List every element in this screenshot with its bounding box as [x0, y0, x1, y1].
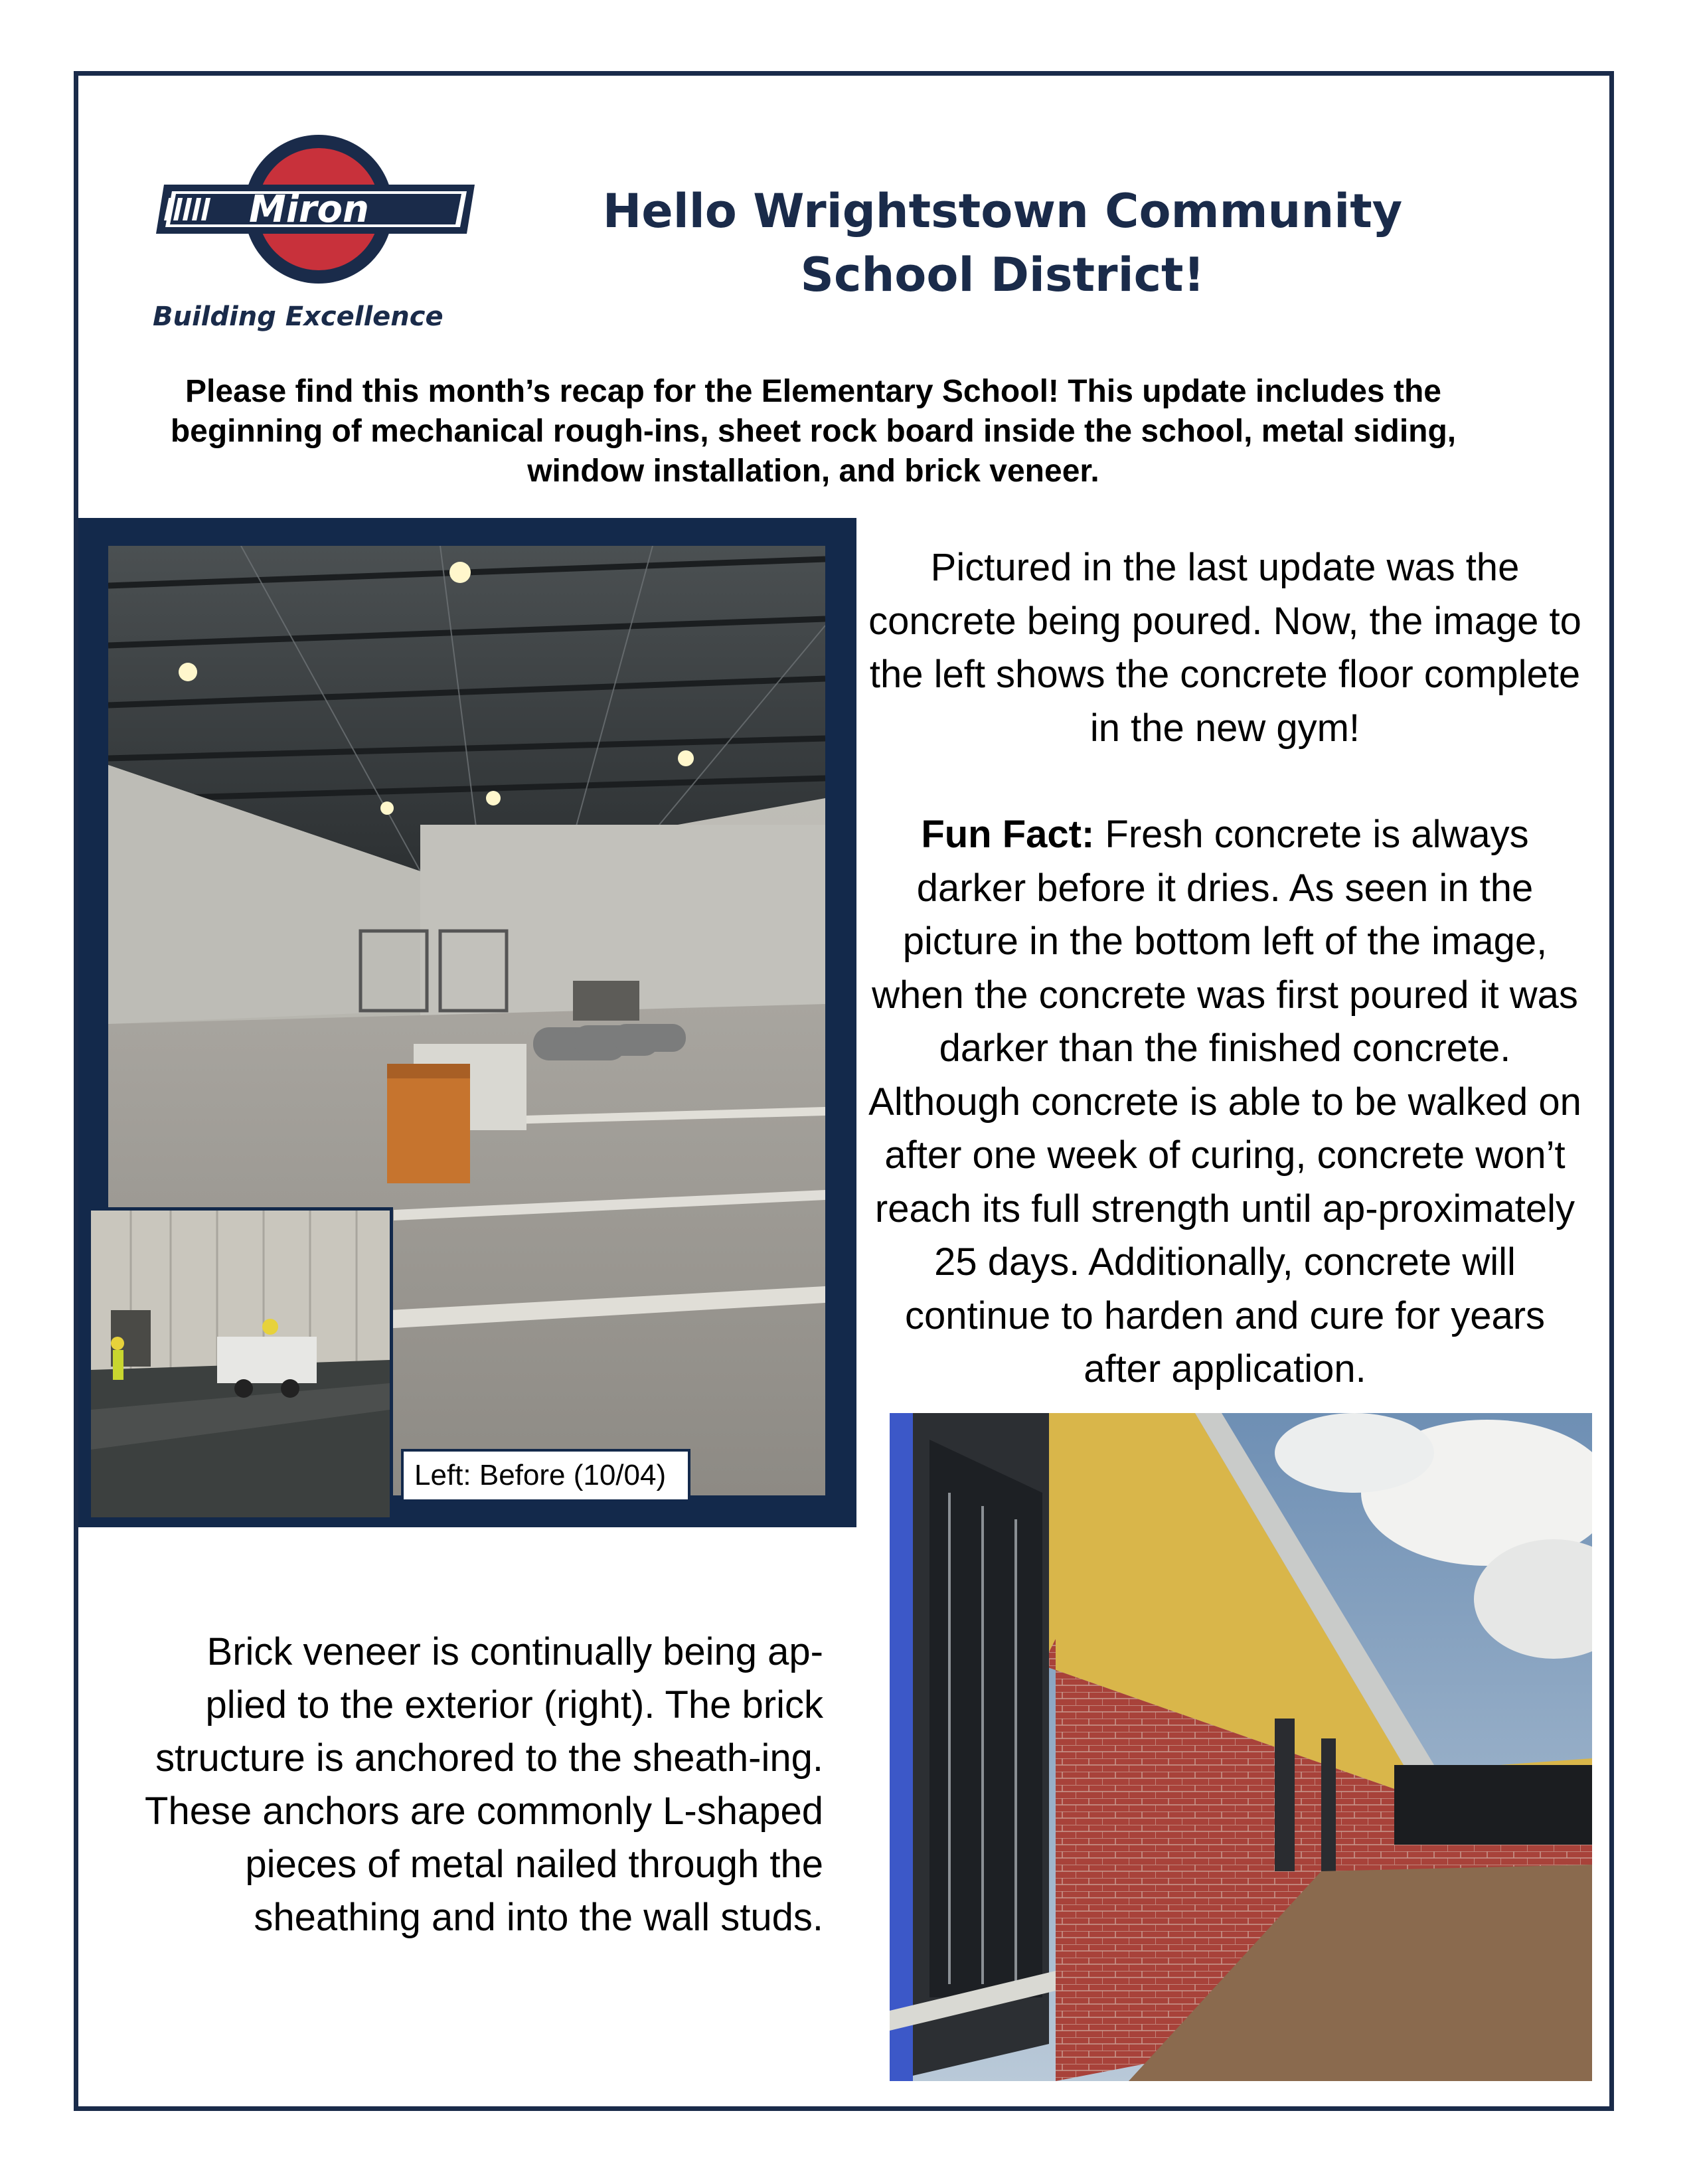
brick-description: Brick veneer is continually being ap-plied to the exterior (right). The brick structure is anchored to the sheath-ing. These anchors are commonly L-shaped pieces of metal nailed through the sheathing and into the wall studs. [145, 1630, 823, 1939]
intro-paragraph: Please find this month’s recap for the Elementary School! This update includes the beginning of mechanical rough-ins, sheet rock board inside the school, metal siding, window installation, and brick veneer. [170, 374, 1457, 489]
gym-paragraph: Pictured in the last update was the concrete being poured. Now, the image to the left shows the concrete floor complete in the new gym! [868, 546, 1581, 750]
before-caption: Left: Before (10/04) [401, 1449, 690, 1502]
title-line-2: School District! [800, 248, 1205, 302]
fun-fact-label: Fun Fact: [921, 813, 1095, 856]
page-title [571, 179, 1434, 307]
miron-logo [149, 133, 481, 339]
fun-fact-paragraph [863, 808, 1587, 1396]
before-photo [88, 1207, 393, 1521]
logo-wordmark: Miron [249, 188, 369, 231]
title-line-1: Hello Wrightstown Community [602, 184, 1403, 238]
brick-veneer-photo [890, 1413, 1592, 2081]
fun-fact-text: Fresh concrete is always darker before it dries. As seen in the picture in the bottom left of the image, when the concrete was first poured it was darker than the finished concrete. Although concrete is able to be walked on after one week of curing, concrete won’t reach its full strength until ap-proximately 25 days. Additionally, concrete will continue to harden and cure for years after application. [868, 813, 1581, 1390]
logo-tagline: Building Excellence [153, 301, 443, 332]
gym-description [863, 541, 1587, 1396]
